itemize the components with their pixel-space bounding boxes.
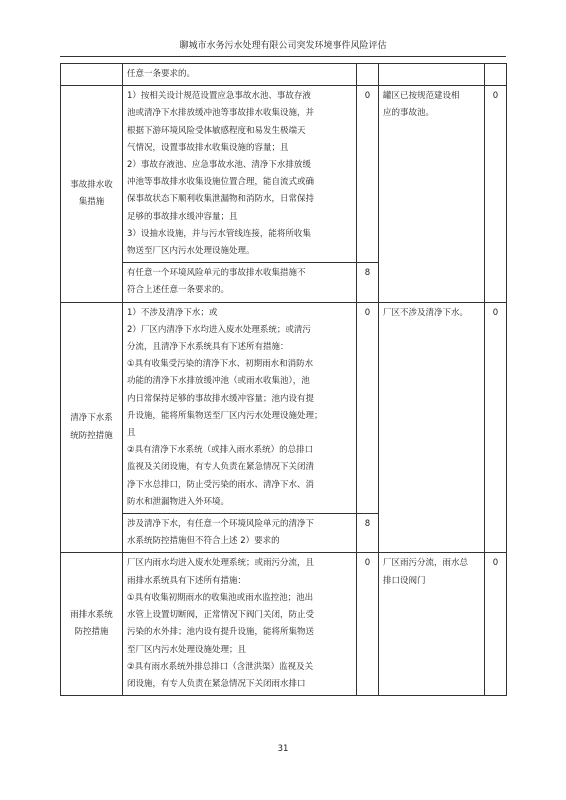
status-line: 应的事故池。 xyxy=(383,108,435,119)
requirement-line: 气情况，设置事故排水收集设施的容量；且 xyxy=(127,142,289,153)
category-label: 集措施 xyxy=(78,196,105,207)
category-cell xyxy=(61,86,123,302)
requirement-line: 且 xyxy=(127,428,136,439)
status-line: 厂区雨污分流，雨水总 xyxy=(383,558,469,569)
requirement-line: 1）不涉及清净下水；或 xyxy=(127,307,218,318)
requirement-line: 池或清净下水排放缓冲池等事故排水收集设施，并 xyxy=(127,108,315,119)
requirement-cell xyxy=(123,263,357,302)
requirement-line: 任意一条要求的。 xyxy=(127,69,196,79)
score-cell: 8 xyxy=(357,514,379,553)
requirement-line: 水管上设置切断阀，正常情况下阀门关闭，防止受 xyxy=(127,610,315,621)
category-label: 统防控措施 xyxy=(70,430,113,441)
status-cell xyxy=(379,86,485,302)
category-cell xyxy=(61,302,123,553)
status-cell xyxy=(379,64,485,86)
requirement-line: ②具有雨水系统外排总排口（含泄洪渠）监视及关 xyxy=(127,661,314,672)
requirement-line: 厂区内雨水均进入废水处理系统；或雨污分流，且 xyxy=(127,558,315,569)
requirement-line: 保事故状态下顺利收集泄漏物和消防水，日常保持 xyxy=(127,194,315,205)
requirement-line: 分流，且清净下水系统具有下述所有措施： xyxy=(127,342,289,353)
requirement-line: 有任意一个环境风险单元的事故排水收集措施不 xyxy=(127,268,306,279)
requirement-line: 涉及清净下水，有任意一个环境风险单元的清净下 xyxy=(127,519,315,530)
category-cell xyxy=(61,553,123,696)
requirement-line: 物送至厂区内污水处理设施处理。 xyxy=(127,246,255,257)
page-header: 聊城市水务污水处理有限公司突发环境事件风险评估 xyxy=(179,41,387,51)
score-cell: 0 xyxy=(357,302,379,513)
requirement-line: 雨排水系统具有下述所有措施： xyxy=(127,575,247,586)
score-cell: 0 xyxy=(357,553,379,696)
requirement-line: ②具有清净下水系统（或排入雨水系统）的总排口 xyxy=(127,445,314,456)
requirement-line: 污染的水外排；池内设有提升设施，能将所集物送 xyxy=(127,627,315,638)
requirement-line: ①具有收集初期雨水的收集池或雨水监控池；池出 xyxy=(127,592,314,603)
category-cell xyxy=(61,64,123,86)
requirement-line: 内日常保持足够的事故排水缓冲容量；池内设有提 xyxy=(127,393,315,404)
category-label: 雨排水系统 xyxy=(70,610,113,621)
requirement-line: 闭设施，有专人负责在紧急情况下关闭雨水排口 xyxy=(127,678,306,689)
score-cell xyxy=(357,64,379,86)
result-cell: 0 xyxy=(485,86,507,302)
requirement-cell xyxy=(123,553,357,696)
requirement-line: 净下水总排口，防止受污染的雨水、清净下水、消 xyxy=(127,479,315,490)
requirement-line: 监视及关闭设施，有专人负责在紧急情况下关闭清 xyxy=(127,462,315,473)
status-line: 罐区已按规范建设相 xyxy=(383,91,460,102)
requirement-line: 水系统防控措施但不符合上述 2）要求的 xyxy=(127,536,280,547)
result-cell: 0 xyxy=(485,553,507,696)
table-row xyxy=(61,64,507,86)
result-cell: 0 xyxy=(485,302,507,553)
requirement-line: 3）设抽水设施，并与污水管线连接，能将所收集 xyxy=(127,228,311,239)
risk-assessment-table xyxy=(60,63,507,696)
requirement-line: 2）厂区内清净下水均进入废水处理系统；或清污 xyxy=(127,324,311,335)
page-number: 31 xyxy=(277,744,289,754)
requirement-line: 足够的事故排水缓冲容量；且 xyxy=(127,211,238,222)
score-cell: 0 xyxy=(357,86,379,263)
result-cell xyxy=(485,64,507,86)
score-cell: 8 xyxy=(357,263,379,302)
status-cell xyxy=(379,553,485,696)
requirement-line: ①具有收集受污染的清净下水、初期雨水和消防水 xyxy=(127,359,314,370)
requirement-line: 根据下游环境风险受体敏感程度和易发生极端天 xyxy=(127,125,306,136)
requirement-line: 升设施，能将所集物送至厂区内污水处理设施处理； xyxy=(127,410,323,421)
requirement-line: 冲池等事故排水收集设施位置合理，能自流式或确 xyxy=(127,177,315,188)
table-row xyxy=(61,302,507,513)
status-cell xyxy=(379,302,485,553)
table-row xyxy=(61,553,507,696)
requirement-cell xyxy=(123,514,357,553)
category-label: 清净下水系 xyxy=(70,413,113,424)
requirement-line: 至厂区内污水处理设施处理；且 xyxy=(127,644,247,655)
requirement-cell xyxy=(123,64,357,86)
status-line: 厂区不涉及清净下水。 xyxy=(383,307,469,318)
requirement-cell xyxy=(123,302,357,513)
requirement-line: 防水和泄漏物进入外环境。 xyxy=(127,496,230,507)
table-row xyxy=(61,86,507,263)
requirement-line: 2）事故存液池、应急事故水池、清净下水排放缓 xyxy=(127,160,311,171)
category-label: 防控措施 xyxy=(74,627,109,638)
header-divider xyxy=(60,56,506,57)
category-label: 事故排水收 xyxy=(70,179,113,190)
requirement-line: 功能的清净下水排放缓冲池（或雨水收集池），池 xyxy=(127,376,310,387)
requirement-cell xyxy=(123,86,357,263)
requirement-line: 1）按相关设计规范设置应急事故水池、事故存液 xyxy=(127,91,311,102)
requirement-line: 符合上述任意一条要求的。 xyxy=(127,285,230,296)
status-line: 排口设阀门 xyxy=(383,575,426,586)
